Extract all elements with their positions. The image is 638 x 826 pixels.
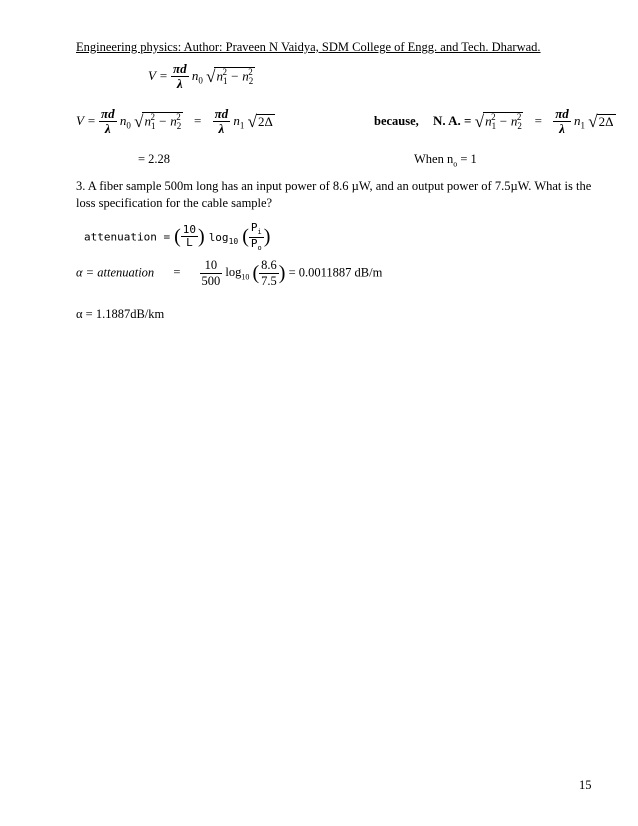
eq2-fraction-b: $\frac{\pi d}{\lambda}$ [214, 106, 229, 137]
equation-v-expanded: V = $\frac{\pi d}{\lambda}$ $n_0$ $√n_1^2 - n_2^2$ = $\frac{\pi d}{\lambda}$ $n_1$ √2Δ [76, 106, 273, 137]
paren-open-icon: ( [242, 225, 249, 248]
equation-v-number [148, 62, 255, 92]
power-ratio: $\frac{P_i}{P_o}$ [250, 221, 262, 253]
page-number: 15 [579, 778, 592, 792]
sqrt-icon: √ [206, 67, 216, 87]
eq2-lhs: V = [76, 113, 96, 129]
final-answer: α = 1.1887dB/km [76, 307, 165, 321]
eq3-result: = 0.0011887 dB/m [288, 265, 383, 280]
eq2-denominator: λ [104, 121, 111, 137]
na-equals: = [534, 113, 542, 129]
numerical-aperture-equation: N. A. = $√n_1^2 - n_2^2$ = $\frac{\pi d}{\lambda}$ $n_1$ √2Δ [433, 106, 614, 137]
eq1-n0: $n_0$ [191, 68, 203, 86]
formula-fraction: $\frac{10}{L}$ [182, 223, 197, 250]
sqrt-icon: √ [588, 112, 598, 132]
paren-close-icon: ) [198, 225, 205, 248]
attenuation-formula [84, 222, 270, 252]
eq1-lhs: V = [148, 68, 168, 84]
eq1-numerator: πd [172, 61, 187, 76]
formula-label: attenuation = [84, 230, 171, 244]
sqrt-icon: √ [134, 112, 144, 132]
because-label: because, [374, 114, 419, 128]
paren-close-icon: ) [263, 225, 271, 248]
eq2-n1: $n_1$ [233, 113, 245, 131]
eq1-fraction [171, 62, 189, 92]
sqrt-icon: √ [247, 112, 258, 132]
na-radicand: $n_1^2 - n_2^2$ [485, 112, 522, 132]
eq2-equals: = [193, 113, 202, 129]
eq1-radicand: $n_1^2 - n_2^2$ [216, 67, 254, 87]
eq2-radicand: $n_1^2 - n_2^2$ [144, 112, 182, 132]
paren-close-icon: ) [278, 262, 286, 285]
eq3-lhs: α = attenuation [76, 265, 155, 280]
na-fraction: $\frac{\pi d}{\lambda}$ [555, 106, 569, 137]
page-header: Engineering physics: Author: Praveen N Vaidya, SDM College of Engg. and Tech. Dharwad. [76, 40, 541, 54]
na-label: N. A. = [433, 113, 472, 129]
v-result: = 2.28 [138, 152, 171, 166]
attenuation-calculation [76, 259, 382, 288]
eq3-log: $\log_{10}$ [225, 265, 250, 282]
paren-open-icon: ( [174, 225, 181, 248]
condition-note: When $n_o = 1$ [414, 152, 477, 169]
eq3-ratio: $\frac{8.6}{7.5}$ [261, 258, 277, 288]
eq2-numerator: πd [100, 106, 115, 121]
eq3-equals: = [173, 265, 181, 280]
eq2-delta: 2Δ [258, 114, 273, 130]
paren-open-icon: ( [252, 262, 260, 285]
eq3-fraction: $\frac{10}{500}$ [201, 258, 221, 288]
problem-statement: 3. A fiber sample 500m long has an input power of 8.6 µW, and an output power of 7.5µW. What is the loss specification for the cable sample? [76, 179, 592, 210]
sqrt-icon: √ [474, 112, 485, 132]
eq1-denominator: λ [176, 76, 183, 92]
eq2-fraction [99, 107, 117, 137]
formula-log: $\log_{10}$ [208, 230, 239, 246]
